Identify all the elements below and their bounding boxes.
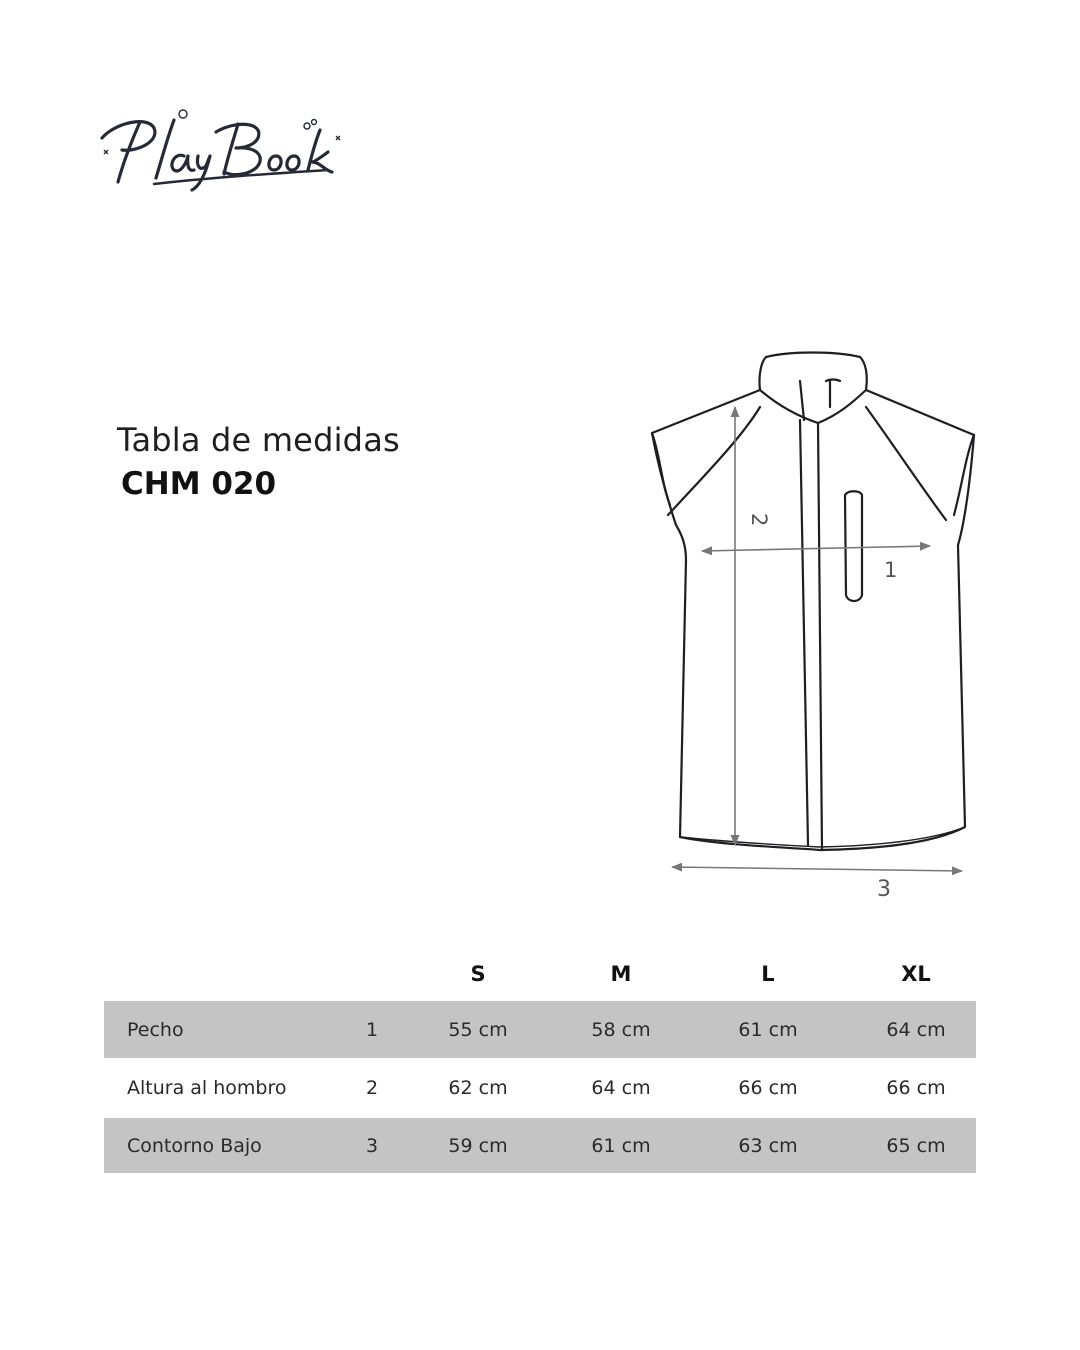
measure-label-1: 1 [884, 558, 898, 582]
size-header-l: L [761, 962, 775, 986]
value-s: 55 cm [448, 1018, 508, 1041]
model-code: CHM 020 [121, 466, 277, 502]
size-header-m: M [610, 962, 632, 986]
page-title: Tabla de medidas [117, 421, 400, 459]
size-table [104, 1001, 976, 1173]
table-row [104, 1058, 976, 1118]
table-row [104, 1001, 976, 1058]
playbook-logo [96, 100, 346, 195]
value-s: 59 cm [448, 1134, 508, 1157]
value-xl: 64 cm [886, 1018, 946, 1041]
row-label: Pecho [127, 1018, 184, 1041]
row-number: 1 [366, 1018, 379, 1041]
row-number: 2 [366, 1077, 379, 1099]
measure-label-3: 3 [877, 877, 891, 902]
row-label: Altura al hombro [127, 1077, 287, 1099]
row-label: Contorno Bajo [127, 1134, 262, 1157]
value-l: 61 cm [738, 1018, 798, 1041]
value-s: 62 cm [448, 1077, 508, 1099]
value-xl: 66 cm [886, 1077, 946, 1099]
vest-diagram [640, 345, 990, 910]
table-row [104, 1118, 976, 1173]
value-m: 64 cm [591, 1077, 651, 1099]
value-l: 63 cm [738, 1134, 798, 1157]
size-header-s: S [470, 962, 486, 986]
row-number: 3 [366, 1134, 379, 1157]
size-header-xl: XL [901, 962, 931, 986]
value-l: 66 cm [738, 1077, 798, 1099]
value-m: 61 cm [591, 1134, 651, 1157]
measure-label-2: 2 [747, 513, 771, 527]
value-xl: 65 cm [886, 1134, 946, 1157]
value-m: 58 cm [591, 1018, 651, 1041]
